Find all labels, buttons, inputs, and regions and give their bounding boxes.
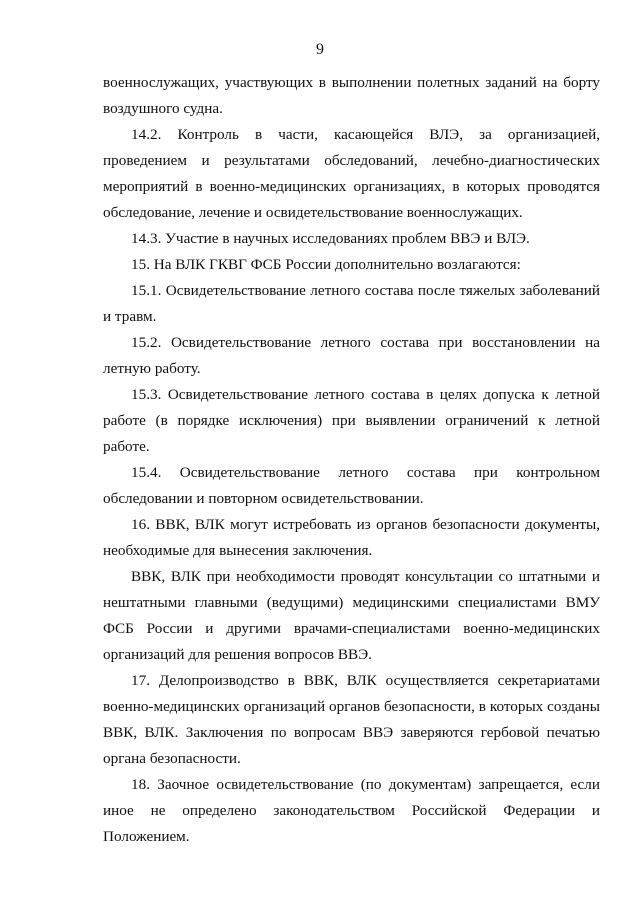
paragraph-16: 16. ВВК, ВЛК могут истребовать из органов безопасности документы, необходимые для вынесения заключения. [103,516,600,559]
paragraph-16-consultations: ВВК, ВЛК при необходимости проводят консультации со штатными и нештатными главными (ведущими) медицинскими специалистами ВМУ ФСБ России и другими врачами-специалистами военно-медицинских организаций для решения вопросов ВВЭ. [103,568,600,663]
paragraph-14-1-continuation: военнослужащих, участвующих в выполнении полетных заданий на борту воздушного судна. [103,74,600,117]
paragraph-15-4: 15.4. Освидетельствование летного состава при контрольном обследовании и повторном освидетельствовании. [103,464,600,507]
paragraph-15-3: 15.3. Освидетельствование летного состава в целях допуска к летной работе (в порядке исключения) при выявлении ограничений к летной работе. [103,386,600,455]
paragraph-15-2: 15.2. Освидетельствование летного состава при восстановлении на летную работу. [103,334,600,377]
paragraph-14-2: 14.2. Контроль в части, касающейся ВЛЭ, за организацией, проведением и результатами обследований, лечебно-диагностических мероприятий в военно-медицинских организациях, в которых проводятся обследование, лечение и освидетельствование военнослужащих. [103,126,600,221]
paragraph-15: 15. На ВЛК ГКВГ ФСБ России дополнительно возлагаются: [131,256,521,273]
page-number: 9 [316,41,324,58]
paragraph-17: 17. Делопроизводство в ВВК, ВЛК осуществляется секретариатами военно-медицинских организаций органов безопасности, в которых созданы ВВК, ВЛК. Заключения по вопросам ВВЭ заверяются гербовой печатью органа безопасности. [103,672,600,767]
document-body [103,70,600,850]
paragraph-18: 18. Заочное освидетельствование (по документам) запрещается, если иное не определено законодательством Российской Федерации и Положением. [103,776,600,845]
paragraph-14-3: 14.3. Участие в научных исследованиях проблем ВВЭ и ВЛЭ. [131,230,530,247]
paragraph-15-1: 15.1. Освидетельствование летного состава после тяжелых заболеваний и травм. [103,282,600,325]
